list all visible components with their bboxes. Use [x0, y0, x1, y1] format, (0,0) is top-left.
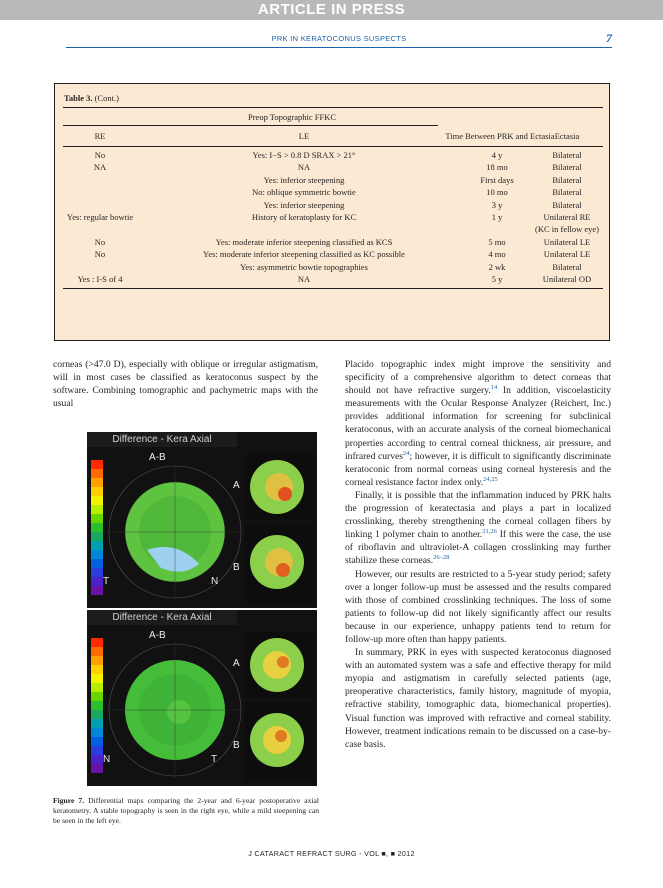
- table-bottom-rule: [63, 288, 603, 289]
- p2-text-b: If this were the case, the use of riboflavin and ultraviolet-A collagen crosslinking may further stabilize these corneas.: [345, 529, 611, 567]
- citation[interactable]: 26–28: [433, 554, 450, 562]
- table-caption: [64, 93, 119, 103]
- table-cell-time: 5 mo: [488, 236, 506, 247]
- mini-map-a-top: [245, 454, 315, 520]
- citation[interactable]: 21,26: [482, 528, 497, 536]
- right-column-text: [345, 358, 611, 751]
- running-head-title: PRK IN KERATOCONUS SUSPECTS: [271, 34, 407, 43]
- table-cell-time: 4 mo: [488, 249, 506, 260]
- running-head: [66, 31, 612, 48]
- header-ectasia: Ectasia: [554, 131, 580, 141]
- table-cell-time: 4 y: [491, 150, 503, 160]
- table-cell-re: NA: [93, 162, 107, 173]
- right-paragraph-2: [345, 489, 611, 568]
- table-row: [55, 162, 611, 174]
- table-row: [55, 274, 611, 286]
- figure-panel-bottom: [87, 610, 317, 786]
- page-number: 7: [606, 31, 612, 45]
- table-row: [55, 187, 611, 199]
- label-n-top: N: [211, 576, 219, 587]
- table-cell-ectasia: (KC in fellow eye): [535, 224, 599, 235]
- difference-map-top: [87, 432, 317, 608]
- table-cell-le: Yes: moderate inferior steepening classified as KC possible: [203, 249, 405, 260]
- label-b-top: B: [233, 562, 240, 573]
- color-scale-bottom: [91, 638, 103, 773]
- table-row: [55, 200, 611, 212]
- table-cell-le: Yes: moderate inferior steepening classified as KCS: [215, 236, 393, 247]
- journal-footer: J CATARACT REFRACT SURG - VOL ■, ■ 2012: [248, 849, 415, 858]
- header-le: LE: [298, 131, 310, 141]
- table-cell-ectasia: Bilateral: [552, 150, 582, 160]
- mini-map-b-top: [245, 524, 315, 602]
- table-cell-time: 2 wk: [488, 261, 506, 272]
- table-cell-le: History of keratoplasty for KC: [251, 212, 357, 222]
- table-3: [54, 83, 610, 341]
- header-time: Time Between PRK and Ectasia: [445, 131, 555, 141]
- label-a-bottom: A: [233, 658, 240, 669]
- p1-text-a: Placido topographic index might improve the sensitivity and specificity of a comprehensive algorithm to detect corneas that should not have refractive surgery.: [345, 359, 611, 397]
- figure-7: [87, 432, 317, 792]
- table-cell-le: Yes: I−S > 0.8 D SRAX > 21°: [252, 150, 356, 160]
- label-a-top: A: [233, 480, 240, 491]
- left-paragraph: corneas (>47.0 D), especially with oblique or irregular astigmatism, will in most cases be classified as keratoconus suspect by the software. Combining tomographic and pachymetric maps with the usual: [53, 359, 318, 410]
- table-cell-time: 1 y: [491, 212, 503, 222]
- table-cell-re: No: [94, 236, 106, 247]
- label-t-bottom: T: [211, 754, 218, 765]
- table-cell-ectasia: Bilateral: [552, 199, 582, 210]
- difference-map-bottom: [87, 610, 317, 786]
- table-cell-ectasia: Unilateral LE: [543, 249, 591, 260]
- right-paragraph-1: [345, 358, 611, 489]
- table-cell-le: NA: [297, 162, 311, 173]
- table-row: [55, 262, 611, 274]
- table-cell-le: No: oblique symmetric bowtie: [252, 187, 356, 198]
- table-row: [55, 212, 611, 224]
- table-cell-ectasia: Bilateral: [552, 187, 582, 198]
- left-column-text: [53, 358, 318, 410]
- p2-text-a: Finally, it is possible that the inflammation induced by PRK halts the progression of keratectasia and plays a part in localized crosslinking, thereby strengthening the corneal collagen fibers by linking 1 polymer chain to another.: [345, 489, 611, 541]
- table-cell-le: Yes: asymmetric bowtie topographies: [240, 261, 368, 272]
- table-cell-re: No: [94, 249, 106, 260]
- table-cell-ectasia: Bilateral: [552, 174, 582, 185]
- figure-panel-title-top: Difference - Kera Axial: [112, 434, 212, 445]
- label-n-bottom: N: [103, 754, 111, 765]
- table-cell-ectasia: Unilateral RE: [543, 212, 591, 222]
- citation[interactable]: 14: [490, 384, 498, 391]
- label-ab-top: A-B: [149, 452, 166, 463]
- table-top-rule: [63, 107, 603, 108]
- table-cell-ectasia: Unilateral LE: [543, 236, 591, 247]
- mini-map-a-bottom: [245, 632, 315, 698]
- color-scale-top: [91, 460, 103, 595]
- table-row: [55, 175, 611, 187]
- table-cell-le: NA: [297, 274, 311, 284]
- table-cell-time: 18 mo: [486, 162, 508, 173]
- figure-panel-title-bottom: Difference - Kera Axial: [112, 612, 212, 623]
- figure-caption-label: Figure 7.: [53, 796, 85, 805]
- table-cell-ectasia: Bilateral: [552, 261, 582, 272]
- table-cell-re: No: [94, 150, 106, 160]
- table-cell-le: Yes: inferior steepening: [263, 174, 345, 185]
- table-row: [55, 237, 611, 249]
- header-re: RE: [94, 131, 106, 141]
- table-row: [55, 249, 611, 261]
- table-cell-time: 10 mo: [486, 187, 508, 198]
- figure-caption: [53, 796, 319, 827]
- table-group-header: Preop Topographic FFKC: [247, 112, 337, 122]
- right-paragraph-4: In summary, PRK in eyes with suspected keratoconus diagnosed with an automated system was a safe and effective therapy for mild myopia and astigmatism in carefully selected patients (age, preoperative characteristics, family history, magnitude of myopia, refractive stability, tomographic data, biomechanical properties). Visual function was improved with refractive and corneal stability. However, treatment indications remain to be discussed on a case-by-case basis.: [345, 647, 611, 750]
- label-b-bottom: B: [233, 740, 240, 751]
- figure-panel-top: [87, 432, 317, 608]
- table-group-rule: [63, 125, 438, 126]
- table-row: [55, 224, 611, 236]
- citation[interactable]: 24,25: [483, 475, 498, 483]
- table-header-rule: [63, 146, 603, 147]
- p1-text-b: In addition, viscoelasticity measurements with the Ocular Response Analyzer (Reichert, Inc.) provides additional information for screening for subclinical keratoconus, with an accurate analysis of the corneal biomechanical properties according to central corneal thickness, air pressure, and infrared curves: [345, 385, 611, 462]
- figure-caption-text: Differential maps comparing the 2-year and 6-year postoperative axial keratometry. A stable topography is seen in the right eye, while a mild steepening can be seen in the left eye.: [53, 796, 319, 826]
- table-cell-time: First days: [480, 174, 514, 185]
- table-row: [55, 150, 611, 162]
- citation[interactable]: 24: [403, 449, 410, 457]
- table-caption-text: (Cont.): [94, 93, 119, 103]
- article-in-press-banner: ARTICLE IN PRESS: [0, 0, 663, 20]
- label-t-top: T: [103, 576, 110, 587]
- p1-text-c: ; however, it is difficult to significantly discriminate keratoconic from normal corneas using corneal hysteresis and the corneal resistance factor index only.: [345, 450, 612, 488]
- table-cell-ectasia: Unilateral OD: [542, 274, 592, 284]
- table-cell-re: Yes: regular bowtie: [66, 212, 134, 222]
- mini-map-b-bottom: [245, 702, 315, 780]
- label-ab-bottom: A-B: [149, 630, 166, 641]
- table-cell-ectasia: Bilateral: [552, 162, 582, 173]
- table-caption-label: Table 3.: [64, 93, 93, 103]
- right-paragraph-3: However, our results are restricted to a 5-year study period; safety over a longer follow-up must be assessed and the results compared with those of combined crosslinking techniques. The loss of some patients to follow-up did not likely significantly affect our results because in our experience, unhappy patients tend to return for follow-up more often than happy patients.: [345, 568, 611, 645]
- table-cell-re: Yes : I-S of 4: [77, 274, 123, 284]
- table-cell-le: Yes: inferior steepening: [263, 199, 345, 210]
- table-cell-time: 5 y: [491, 274, 503, 284]
- table-cell-time: 3 y: [491, 199, 503, 210]
